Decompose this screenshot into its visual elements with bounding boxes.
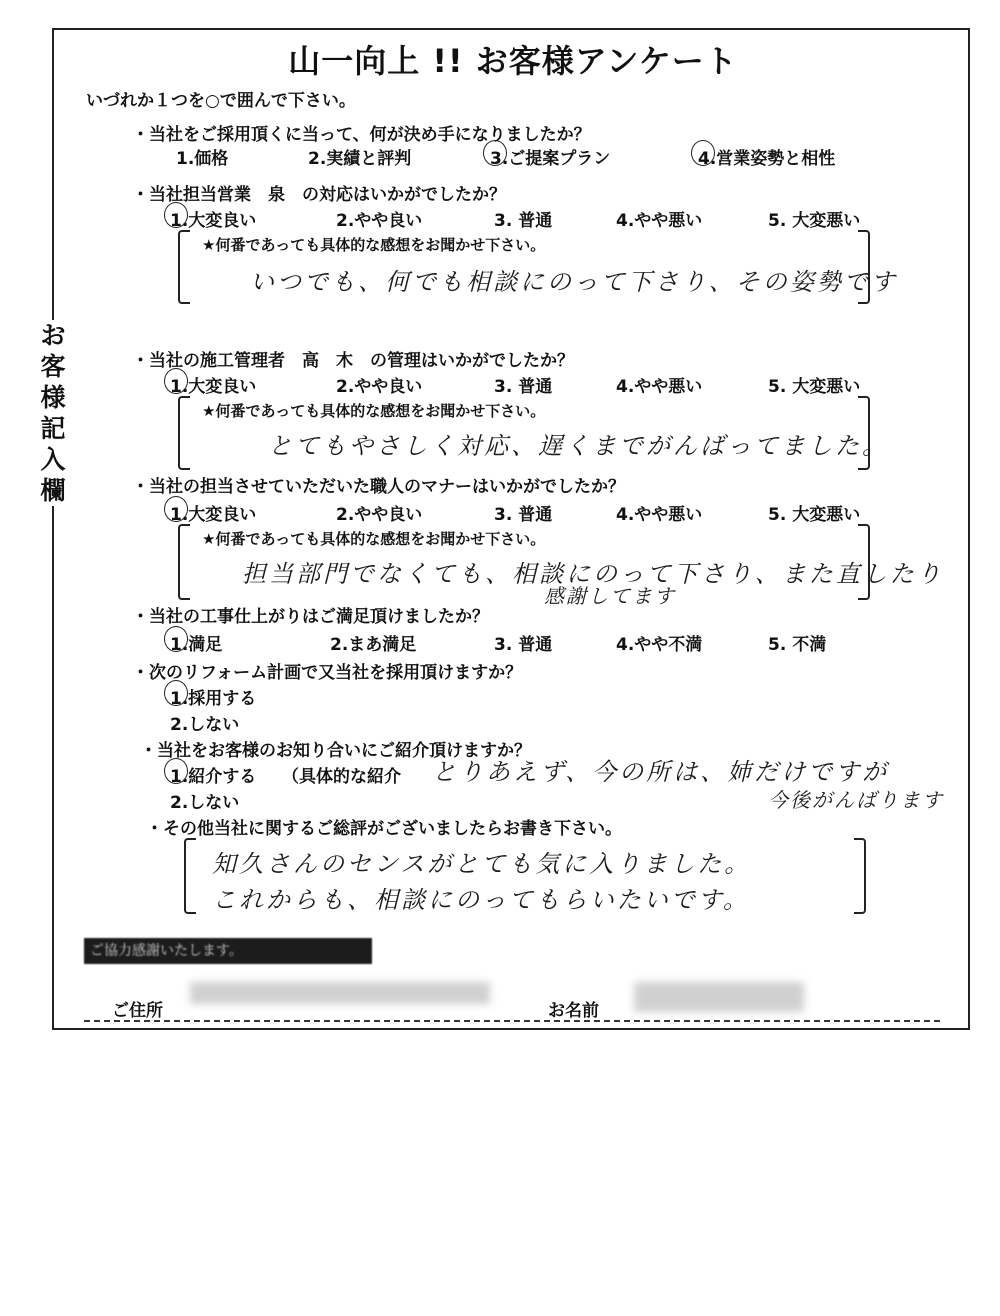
- side-char: 様: [40, 383, 66, 412]
- q1-option-2[interactable]: 2.実績と評判: [308, 149, 412, 169]
- question-3: ・当社の施工管理者 高 木 の管理はいかがでしたか？: [132, 351, 574, 371]
- q3-comment: とてもやさしく対応、遅くまでがんばってました。: [268, 432, 889, 460]
- name-label: お名前: [548, 1001, 599, 1021]
- q4-option-3[interactable]: 3. 普通: [494, 505, 553, 525]
- address-redacted: [190, 982, 490, 1004]
- q1-option-3[interactable]: 3.ご提案プラン: [490, 149, 611, 169]
- q5-option-2[interactable]: 2.まあ満足: [330, 635, 417, 655]
- q5-option-3[interactable]: 3. 普通: [494, 635, 553, 655]
- q7-specific-label: （具体的な紹介: [282, 767, 401, 787]
- q4-option-5[interactable]: 5. 大変悪い: [768, 505, 861, 525]
- q3-option-3[interactable]: 3. 普通: [494, 377, 553, 397]
- selection-circle: [164, 626, 188, 652]
- q2-option-2[interactable]: 2.やや良い: [336, 211, 423, 231]
- q4-comment-line1: 担当部門でなくても、相談にのって下さり、また直したり: [242, 560, 944, 588]
- comment-bracket-right: [854, 838, 866, 914]
- page-title: 山一向上 !! お客様アンケート: [288, 42, 738, 80]
- selection-circle: [164, 368, 188, 394]
- question-1: ・当社をご採用頂くに当って、何が決め手になりましたか？: [132, 125, 591, 145]
- name-redacted: [634, 982, 804, 1012]
- q3-option-1[interactable]: 1.大変良い: [170, 377, 257, 397]
- selection-circle: [164, 496, 188, 522]
- q4-option-1[interactable]: 1.大変良い: [170, 505, 257, 525]
- q3-option-5[interactable]: 5. 大変悪い: [768, 377, 861, 397]
- q5-option-1[interactable]: 1.満足: [170, 635, 223, 655]
- side-char: 欄: [40, 476, 66, 505]
- side-char: 記: [40, 414, 66, 443]
- q2-comment: いつでも、何でも相談にのって下さり、その姿勢です: [250, 268, 898, 296]
- side-char: お: [40, 321, 66, 350]
- q4-comment-line2: 感謝してます: [544, 584, 676, 608]
- q7-comment-line1: とりあえず、今の所は、姉だけですが: [432, 758, 890, 786]
- comment-bracket-left: [178, 396, 190, 470]
- selection-circle: [483, 140, 507, 166]
- q2-option-3[interactable]: 3. 普通: [494, 211, 553, 231]
- q6-option-1[interactable]: 1.採用する: [170, 689, 257, 709]
- question-4: ・当社の担当させていただいた職人のマナーはいかがでしたか？: [132, 477, 625, 497]
- signature-line: [84, 1020, 940, 1022]
- q8-comment-line1: 知久さんのセンスがとても気に入りました。: [212, 850, 752, 878]
- q7-option-1[interactable]: 1.紹介する: [170, 767, 257, 787]
- comment-prompt: ★何番であっても具体的な感想をお聞かせ下さい。: [202, 402, 546, 420]
- q3-option-2[interactable]: 2.やや良い: [336, 377, 423, 397]
- question-7: ・当社をお客様のお知り合いにご紹介頂けますか？: [140, 741, 531, 761]
- q2-option-5[interactable]: 5. 大変悪い: [768, 211, 861, 231]
- side-char: 入: [40, 445, 66, 474]
- thanks-banner: ご協力感謝いたします。: [84, 938, 372, 964]
- q7-option-2[interactable]: 2.しない: [170, 793, 240, 813]
- survey-sheet: [52, 28, 970, 1030]
- customer-entry-vertical-label: [38, 320, 68, 506]
- address-label: ご住所: [112, 1001, 163, 1021]
- question-5: ・当社の工事仕上がりはご満足頂けましたか？: [132, 607, 489, 627]
- question-6: ・次のリフォーム計画で又当社を採用頂けますか？: [132, 663, 523, 683]
- q4-option-4[interactable]: 4.やや悪い: [616, 505, 703, 525]
- question-2: ・当社担当営業 泉 の対応はいかがでしたか？: [132, 185, 506, 205]
- selection-circle: [164, 758, 188, 784]
- instruction-text: いづれか１つを○で囲んで下さい。: [86, 91, 356, 111]
- q5-option-4[interactable]: 4.やや不満: [616, 635, 703, 655]
- selection-circle: [164, 680, 188, 706]
- q4-option-2[interactable]: 2.やや良い: [336, 505, 423, 525]
- q2-option-1[interactable]: 1.大変良い: [170, 211, 257, 231]
- q2-option-4[interactable]: 4.やや悪い: [616, 211, 703, 231]
- comment-bracket-left: [184, 838, 196, 914]
- selection-circle: [691, 140, 715, 166]
- comment-bracket-left: [178, 524, 190, 600]
- side-char: 客: [40, 352, 66, 381]
- q3-option-4[interactable]: 4.やや悪い: [616, 377, 703, 397]
- question-8: ・その他当社に関するご総評がございましたらお書き下さい。: [146, 819, 622, 839]
- selection-circle: [164, 202, 188, 228]
- q7-comment-line2: 今後がんばります: [768, 788, 944, 812]
- q8-comment-line2: これからも、相談にのってもらいたいです。: [212, 886, 750, 914]
- q6-option-2[interactable]: 2.しない: [170, 715, 240, 735]
- q5-option-5[interactable]: 5. 不満: [768, 635, 827, 655]
- comment-prompt: ★何番であっても具体的な感想をお聞かせ下さい。: [202, 236, 546, 254]
- q1-option-4[interactable]: 4.営業姿勢と相性: [698, 149, 836, 169]
- comment-bracket-left: [178, 230, 190, 304]
- q1-option-1[interactable]: 1.価格: [176, 149, 229, 169]
- comment-prompt: ★何番であっても具体的な感想をお聞かせ下さい。: [202, 530, 546, 548]
